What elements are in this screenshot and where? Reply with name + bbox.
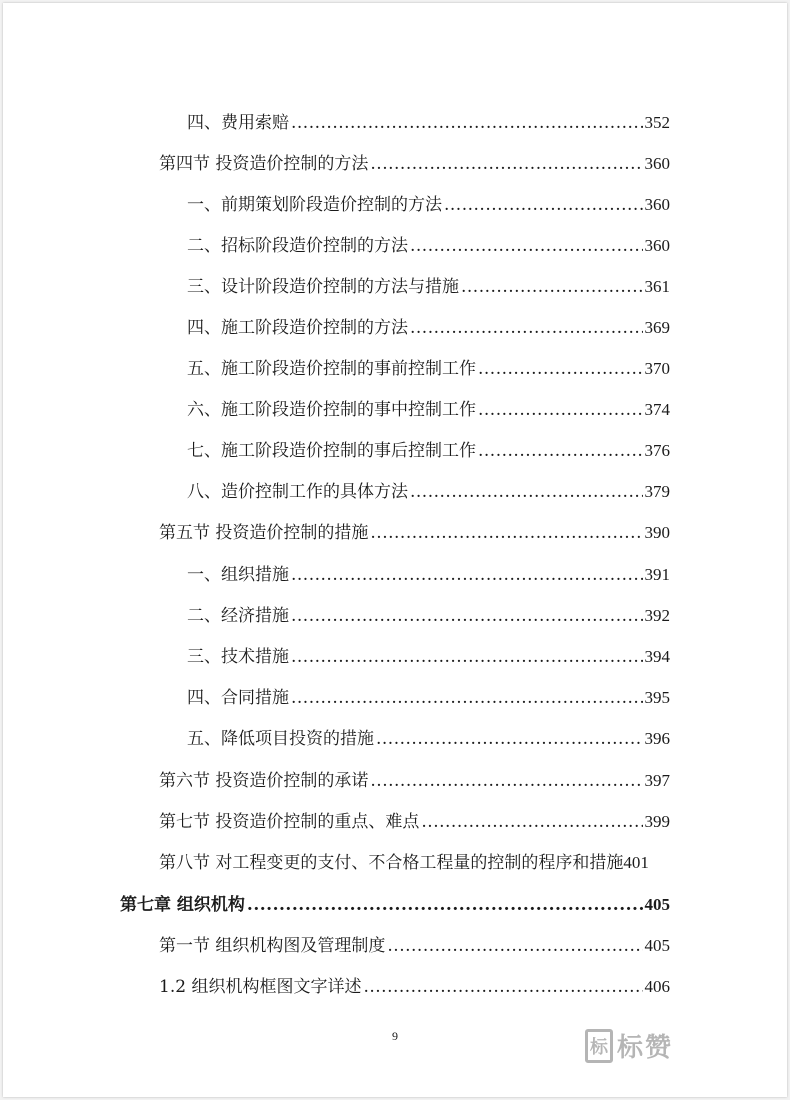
- toc-entry-page: 397: [644, 771, 670, 790]
- watermark-text: 标赞: [617, 1033, 674, 1063]
- toc-entry-title: 四、合同措施: [187, 688, 289, 708]
- toc-entry-page: 395: [644, 688, 670, 707]
- toc-entry-title: 二、招标阶段造价控制的方法: [187, 236, 408, 256]
- toc-entry: [187, 193, 670, 217]
- toc-entry: [159, 934, 670, 958]
- toc-entry-title: 五、降低项目投资的措施: [187, 729, 374, 749]
- toc-entry-title: 一、前期策划阶段造价控制的方法: [187, 195, 442, 215]
- toc-leader-dots: [291, 604, 643, 628]
- document-page: [3, 3, 787, 1097]
- toc-entry: [187, 686, 670, 710]
- toc-entry: [187, 563, 670, 587]
- toc-entry-page: 370: [644, 359, 670, 378]
- toc-leader-dots: [478, 357, 643, 381]
- toc-entry-page: 392: [644, 606, 670, 625]
- toc-leader-dots: [370, 521, 642, 545]
- toc-entry-title: 第五节 投资造价控制的措施: [159, 523, 369, 543]
- toc-entry-title: 四、施工阶段造价控制的方法: [187, 318, 408, 338]
- toc-chapter-entry: [120, 893, 670, 917]
- toc-entry-title: 三、技术措施: [187, 647, 289, 667]
- toc-entry-title: 第四节 投资造价控制的方法: [159, 154, 369, 174]
- toc-entry-page: 369: [644, 318, 670, 337]
- toc-entry-title: 第七章 组织机构: [120, 895, 245, 915]
- toc-entry-title: 第一节 组织机构图及管理制度: [159, 936, 386, 956]
- toc-entry: [187, 111, 670, 135]
- toc-leader-dots: [291, 645, 643, 669]
- toc-leader-dots: [291, 686, 643, 710]
- toc-leader-dots: [370, 152, 642, 176]
- toc-leader-dots: [247, 893, 643, 917]
- toc-entry: [159, 521, 670, 545]
- watermark-logo-icon: 标: [585, 1029, 613, 1063]
- toc-entry-page: 399: [644, 812, 670, 831]
- toc-entry: [159, 152, 670, 176]
- table-of-contents: [3, 3, 787, 1097]
- toc-entry-page: 394: [644, 647, 670, 666]
- toc-leader-dots: [291, 111, 643, 135]
- toc-entry-page: 390: [644, 523, 670, 542]
- toc-entry: [159, 769, 670, 793]
- toc-leader-dots: [376, 727, 643, 751]
- toc-entry-title: 八、造价控制工作的具体方法: [187, 482, 408, 502]
- toc-entry-page: 405: [644, 895, 670, 914]
- toc-entry: [159, 975, 670, 999]
- toc-entry-title: 第六节 投资造价控制的承诺: [159, 771, 369, 791]
- toc-leader-dots: [478, 439, 643, 463]
- toc-entry-title: 一、组织措施: [187, 565, 289, 585]
- toc-leader-dots: [370, 769, 642, 793]
- toc-entry-page: 379: [644, 482, 670, 501]
- toc-leader-dots: [461, 275, 643, 299]
- toc-entry-title: 第八节 对工程变更的支付、不合格工程量的控制的程序和措施: [159, 853, 624, 873]
- toc-entry-title: 四、费用索赔: [187, 113, 289, 133]
- toc-entry-page: 406: [644, 977, 670, 996]
- toc-entry: [187, 316, 670, 340]
- toc-entry-page: 391: [644, 565, 670, 584]
- toc-entry: [187, 480, 670, 504]
- toc-leader-dots: [478, 398, 643, 422]
- toc-leader-dots: [363, 975, 642, 999]
- toc-entry: [187, 234, 670, 258]
- watermark: [585, 1027, 673, 1064]
- toc-leader-dots: [291, 563, 643, 587]
- toc-leader-dots: [421, 810, 642, 834]
- toc-entry: [187, 645, 670, 669]
- toc-entry: [159, 810, 670, 834]
- toc-entry: [187, 398, 670, 422]
- toc-entry: [187, 727, 670, 751]
- toc-leader-dots: [444, 193, 643, 217]
- toc-entry-page: 396: [644, 729, 670, 748]
- toc-entry-page: 401: [623, 853, 649, 872]
- toc-entry: [187, 275, 670, 299]
- page-number: 9: [392, 1029, 398, 1043]
- toc-entry-title: 三、设计阶段造价控制的方法与措施: [187, 277, 459, 297]
- toc-entry-page: 360: [644, 195, 670, 214]
- toc-entry-title: 六、施工阶段造价控制的事中控制工作: [187, 400, 476, 420]
- toc-entry-title: 二、经济措施: [187, 606, 289, 626]
- toc-leader-dots: [410, 234, 643, 258]
- toc-entry-title: 七、施工阶段造价控制的事后控制工作: [187, 441, 476, 461]
- toc-entry-title: 五、施工阶段造价控制的事前控制工作: [187, 359, 476, 379]
- toc-entry-title: 1.2 组织机构框图文字详述: [159, 977, 362, 997]
- toc-entry-page: 376: [644, 441, 670, 460]
- toc-leader-dots: [410, 316, 643, 340]
- toc-leader-dots: [387, 934, 642, 958]
- toc-entry-title: 第七节 投资造价控制的重点、难点: [159, 812, 420, 832]
- toc-entry: [187, 604, 670, 628]
- toc-entry-page: 360: [644, 236, 670, 255]
- toc-entry-page: 361: [644, 277, 670, 296]
- toc-entry: [187, 357, 670, 381]
- toc-entry-page: 352: [644, 113, 670, 132]
- toc-entry-page: 405: [644, 936, 670, 955]
- toc-leader-dots: [410, 480, 643, 504]
- toc-entry: [187, 439, 670, 463]
- toc-entry: [159, 851, 699, 875]
- toc-entry-page: 360: [644, 154, 670, 173]
- toc-entry-page: 374: [644, 400, 670, 419]
